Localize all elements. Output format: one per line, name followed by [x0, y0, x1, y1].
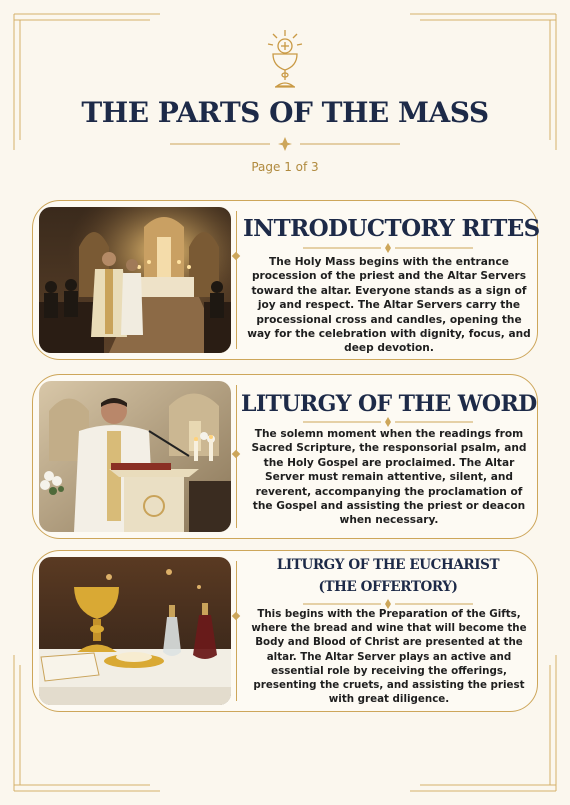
divider-ornament: [232, 450, 240, 458]
section-body: This begins with the Preparation of the Gifts, where the bread and wine that will become the Body and Blood of Christ are presented at the altar. The Altar Server plays an active and essential role by receiving the offerings, presenting the cruets, and assisting the priest with great diligence.: [251, 608, 527, 706]
section-divider: [236, 561, 237, 701]
section-body: The solemn moment when the readings from Sacred Scripture, the responsorial psalm, and the Holy Gospel are proclaimed. The Altar Server must remain attentive, silent, and reverent, accompanying the proclamation of the Gospel and assisting the priest or deacon when necessary.: [251, 428, 527, 527]
title-ornament-rule: [170, 136, 400, 152]
section-heading: LITURGY OF THE WORD: [241, 391, 537, 417]
heading-ornament-rule: [303, 243, 473, 253]
section-body: The Holy Mass begins with the entrance procession of the priest and the Altar Servers toward the altar. Everyone stands as a sign of joy and respect. The Altar Servers carry the processional cross and candles, opening the way for the celebration with dignity, focus, and deep devotion.: [247, 256, 531, 355]
section-divider: [236, 211, 237, 349]
chalice-host-icon: [265, 30, 305, 92]
section-liturgy-of-the-eucharist: [32, 550, 538, 712]
priest-at-ambo-photo: [39, 381, 231, 532]
chalice-and-cruets-photo: [39, 557, 231, 705]
section-introductory-rites: [32, 200, 538, 360]
section-heading-line2: (THE OFFERTORY): [318, 579, 458, 595]
divider-ornament: [232, 252, 240, 260]
divider-ornament: [232, 612, 240, 620]
section-heading-line1: LITURGY OF THE EUCHARIST: [276, 557, 500, 573]
heading-ornament-rule: [303, 417, 473, 427]
entrance-procession-photo: [39, 207, 231, 353]
page-number: Page 1 of 3: [251, 160, 319, 174]
page-title: THE PARTS OF THE MASS: [81, 96, 489, 129]
section-heading: INTRODUCTORY RITES: [243, 215, 540, 242]
section-liturgy-of-the-word: [32, 374, 538, 539]
